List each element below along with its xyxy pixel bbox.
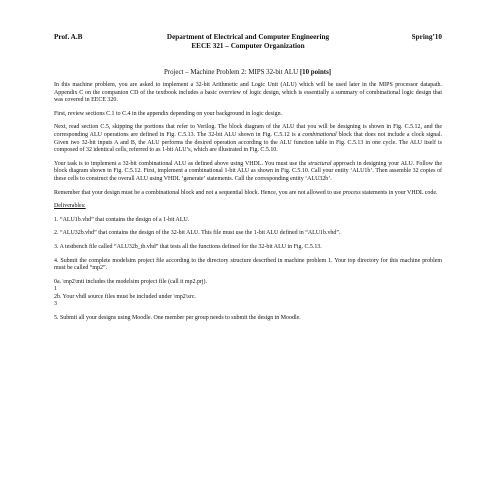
page-header <box>54 33 442 55</box>
deliverable-sub-b: 2b. Your vhdl source files must be included under \mp2\src. <box>54 293 196 300</box>
document-body <box>54 82 442 329</box>
deliverable-sub-a-number: 1 <box>54 286 57 293</box>
text-run: approach in designing your ALU. Follow the block diagram shown in Fig. C.5.12. First, implement a combinational 1-bit ALU as shown in Fig. C.5.10. Call your entity ‘ALU1b’. Then assemble 32 copies of these cells to construct the overall ALU using VHDL ‘generate’ statements. Call the corresponding entity ‘ALU32b’. <box>54 160 442 182</box>
text-run: block that does not include a clock signal. Given two 32-bit inputs A and B, the ALU performs the desired operation according to the ALU function table in Fig. C.5.13 in one cycle. The ALU itself is composed of 32 identical cells, referred to as 1-bit ALU’s, which are illustrated in Fig. C.5.10. <box>54 131 443 154</box>
header-professor: Prof. A.B <box>54 33 83 41</box>
deliverables-heading: Deliverables: <box>54 203 86 210</box>
paragraph-task <box>54 161 442 184</box>
deliverable-sub-b-number: 3 <box>54 301 57 308</box>
emphasis-text: combinational <box>302 131 337 138</box>
header-department <box>54 33 442 51</box>
text-run: Remember that your design must be a combinational block and not a sequential block. Hence, you are not allowed to use <box>54 189 343 196</box>
text-run: Your task is to implement a 32-bit combinational ALU as defined above using VHDL. You must use the <box>54 160 309 167</box>
deliverable-item-2: 2. “ALU32b.vhd” that contains the design of the 32-bit ALU. This file must use the 1-bit ALU defined in “ALU1b.vhd”. <box>54 230 341 237</box>
header-department-line: Department of Electrical and Computer Engineering <box>166 33 330 41</box>
project-points: [10 points] <box>299 69 332 76</box>
emphasis-text: process <box>342 189 361 196</box>
deliverable-sub-a: 0a. \mp2\mti includes the modelsim project file (call it mp2.prj). <box>54 278 208 285</box>
emphasis-text: structural <box>308 160 332 167</box>
header-course-line: EECE 321 – Computer Organization <box>191 42 305 50</box>
deliverable-item-5: 5. Submit all your designs using Moodle. One member per group needs to submit the design in Moodle. <box>54 315 301 322</box>
paragraph-intro: In this machine problem, you are asked to implement a 32-bit Arithmetic and Logic Unit (ALU) which will be used later in the MIPS processor datapath. Appendix C on the companion CD of the textbook includes a basic overview of logic design, which is essentially a summary of combinational logic design that was covered in EECE 320. <box>54 82 442 104</box>
text-run: Next, read section C.5, skipping the portions that refer to Verilog. The block diagram of the ALU that you will be designing is shown in Fig. C.5.12, and the corresponding ALU operations are defined in Fig. C.5.13. The 32-bit ALU shown in Fig. C.5.12 is a <box>54 124 442 138</box>
deliverable-item-1: 1. “ALU1b.vhd” that contains the design of a 1-bit ALU. <box>54 216 190 223</box>
header-semester: Spring’10 <box>411 33 442 41</box>
deliverable-item-4: 4. Submit the complete modelsim project file according to the directory structure described in machine problem 1. Your top directory for this machine problem must be called “mp2”. <box>54 257 442 272</box>
text-run: statements in your VHDL code. <box>360 189 438 196</box>
project-title <box>0 68 495 77</box>
project-title-main: Project – Machine Problem 2: MIPS 32-bit ALU <box>163 69 299 76</box>
deliverable-item-3: 3. A testbench file called “ALU32b_tb.vhd” that tests all the functions defined for the 32-bit ALU in Fig. C.5.13. <box>54 243 322 250</box>
paragraph-alu-description <box>54 124 442 154</box>
paragraph-review: First, review sections C.1 to C.4 in the appendix depending on your background in logic design. <box>54 110 283 117</box>
paragraph-remember <box>54 190 442 198</box>
